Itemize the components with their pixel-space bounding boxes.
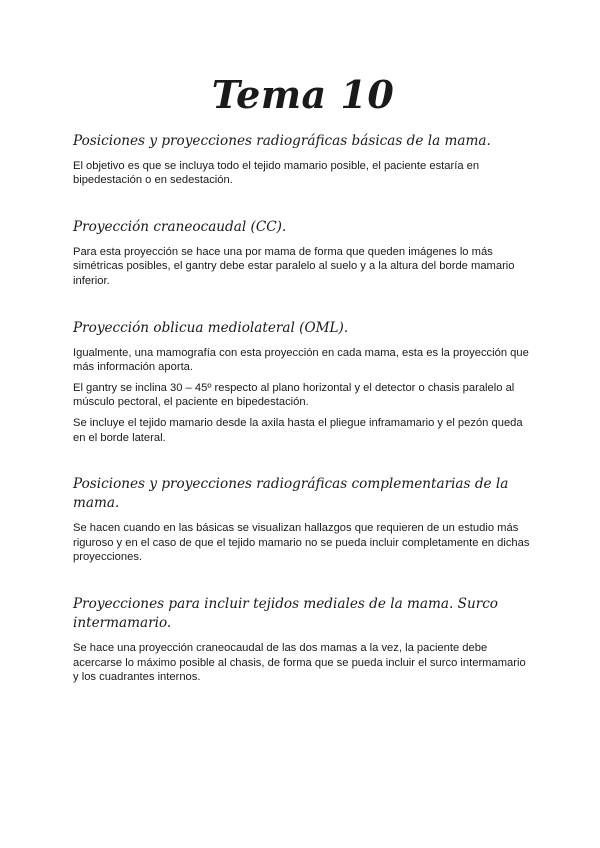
- section-complementary-projections: [73, 475, 533, 565]
- section-heading: Posiciones y proyecciones radiográficas básicas de la mama.: [73, 132, 491, 149]
- section-heading: Proyecciones para incluir tejidos mediales de la mama. Surco intermamario.: [73, 595, 498, 631]
- section-paragraph: Se hacen cuando en las básicas se visualizan hallazgos que requieren de un estudio más riguroso y en el caso de que el tejido mamario no se pueda incluir completamente en dichas proyecciones.: [73, 522, 530, 564]
- section-paragraph: Para esta proyección se hace una por mama de forma que queden imágenes lo más simétricas posibles, el gantry debe estar paralelo al suelo y a la altura del borde mamario inferior.: [73, 245, 515, 287]
- section-paragraph: El objetivo es que se incluya todo el tejido mamario posible, el paciente estaría en bipedestación o en sedestación.: [73, 159, 480, 187]
- section-medial-tissues: [73, 595, 533, 685]
- section-paragraph: Se incluye el tejido mamario desde la axila hasta el pliegue inframamario y el pezón queda en el borde lateral.: [73, 416, 523, 444]
- section-basic-projections: [73, 132, 533, 188]
- section-oblicua-mediolateral: [73, 319, 533, 446]
- section-heading: Proyección oblicua mediolateral (OML).: [73, 319, 349, 336]
- section-craneocaudal: [73, 218, 533, 289]
- section-heading: Posiciones y proyecciones radiográficas complementarias de la mama.: [73, 476, 509, 512]
- page-title: Tema 10: [211, 72, 395, 117]
- section-paragraph: Se hace una proyección craneocaudal de las dos mamas a la vez, la paciente debe acercarse lo máximo posible al chasis, de forma que se pueda incluir el surco intermamario y los cuadrantes internos.: [73, 641, 526, 684]
- section-heading: Proyección craneocaudal (CC).: [73, 218, 287, 235]
- section-paragraph: Igualmente, una mamografía con esta proyección en cada mama, esta es la proyección que más información aporta.: [73, 346, 529, 374]
- section-paragraph: El gantry se inclina 30 – 45º respecto al plano horizontal y el detector o chasis paralelo al músculo pectoral, el paciente en bipedestación.: [73, 381, 515, 409]
- document-page: [73, 72, 533, 715]
